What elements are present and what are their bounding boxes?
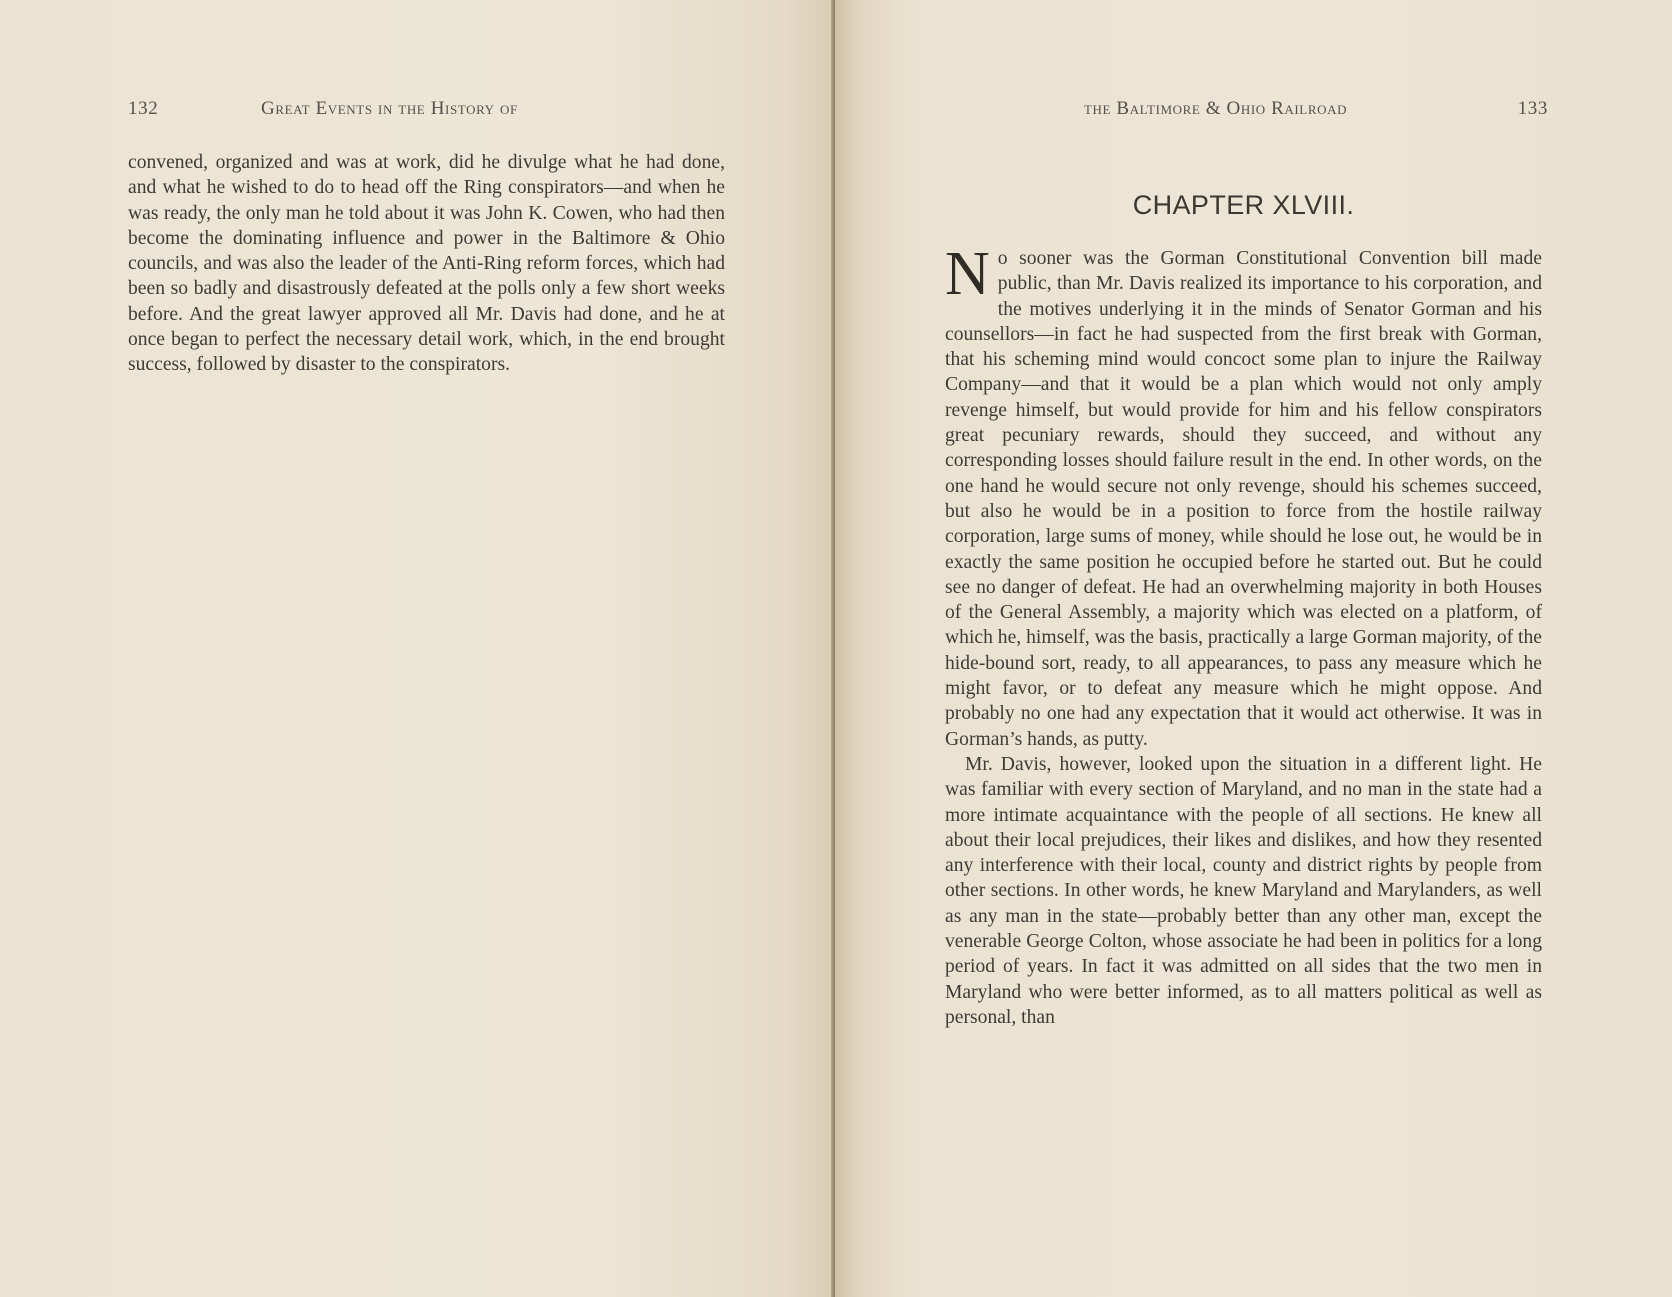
- chapter-title: CHAPTER XLVIII.: [1132, 190, 1355, 220]
- left-running-head: [128, 98, 728, 124]
- left-page: [0, 0, 835, 1297]
- opening-paragraph-text: o sooner was the Gorman Constitutional Convention bill made public, than Mr. Davis realized its importance to his corporation, and the motives underlying it in the minds of Senator Gorman and his counsellors—in fact he had suspected from the first break with Gorman, that his scheming mind would concoct some plan to injure the Railway Company—and that it would be a plan which would not only amply revenge himself, but would provide for him and his fellow conspirators great pecuniary rewards, should they succeed, and without any corresponding losses should failure result in the end. In other words, on the one hand he would secure not only revenge, should his schemes succeed, but also he would be in a position to force from the hostile railway corporation, large sums of money, while should he lose out, he would be in exactly the same position he occupied before he started out. But he could see no danger of defeat. He had an overwhelming majority in both Houses of the General Assembly, a majority which was elected on a platform, of which he, himself, was the basis, practically a large Gorman majority, of the hide-bound sort, ready, to all appearances, to pass any measure which he might favor, or to defeat any measure which he might oppose. And probably no one had any expectation that it would act otherwise. It was in Gorman’s hands, as putty.: [945, 248, 1542, 750]
- left-body-text: [128, 150, 725, 378]
- drop-cap: N: [945, 240, 990, 308]
- left-page-number: 132: [128, 98, 159, 119]
- right-page-number: 133: [1517, 98, 1548, 119]
- left-paragraph: convened, organized and was at work, did he divulge what he had done, and what he wished to do to head off the Ring conspirators—and when he was ready, the only man he told about it was John K. Cowen, who had then become the dominating influence and power in the Baltimore & Ohio councils, and was also the leader of the Anti-Ring reform forces, which had been so badly and disastrously defeated at the polls only a few short weeks before. And the great lawyer approved all Mr. Davis had done, and he at once began to perfect the necessary detail work, which, in the end brought success, followed by disaster to the conspirators.: [128, 152, 725, 376]
- right-body-text: [945, 240, 1542, 1030]
- opening-paragraph: [945, 240, 1542, 752]
- left-running-title: Great Events in the History of: [261, 98, 518, 119]
- second-paragraph: Mr. Davis, however, looked upon the situation in a different light. He was familiar with every section of Maryland, and no man in the state had a more intimate acquaintance with the people of all sections. He knew all about their local prejudices, their likes and dislikes, and how they resented any interference with their local, county and district rights by people from other sections. In other words, he knew Maryland and Marylanders, as well as any man in the state—probably better than any other man, except the venerable George Colton, whose associate he had been in politics for a long period of years. In fact it was admitted on all sides that the two men in Maryland who were better informed, as to all matters political as well as personal, than: [945, 753, 1542, 1028]
- right-running-title: the Baltimore & Ohio Railroad: [1084, 98, 1348, 119]
- right-running-head: [1084, 98, 1548, 124]
